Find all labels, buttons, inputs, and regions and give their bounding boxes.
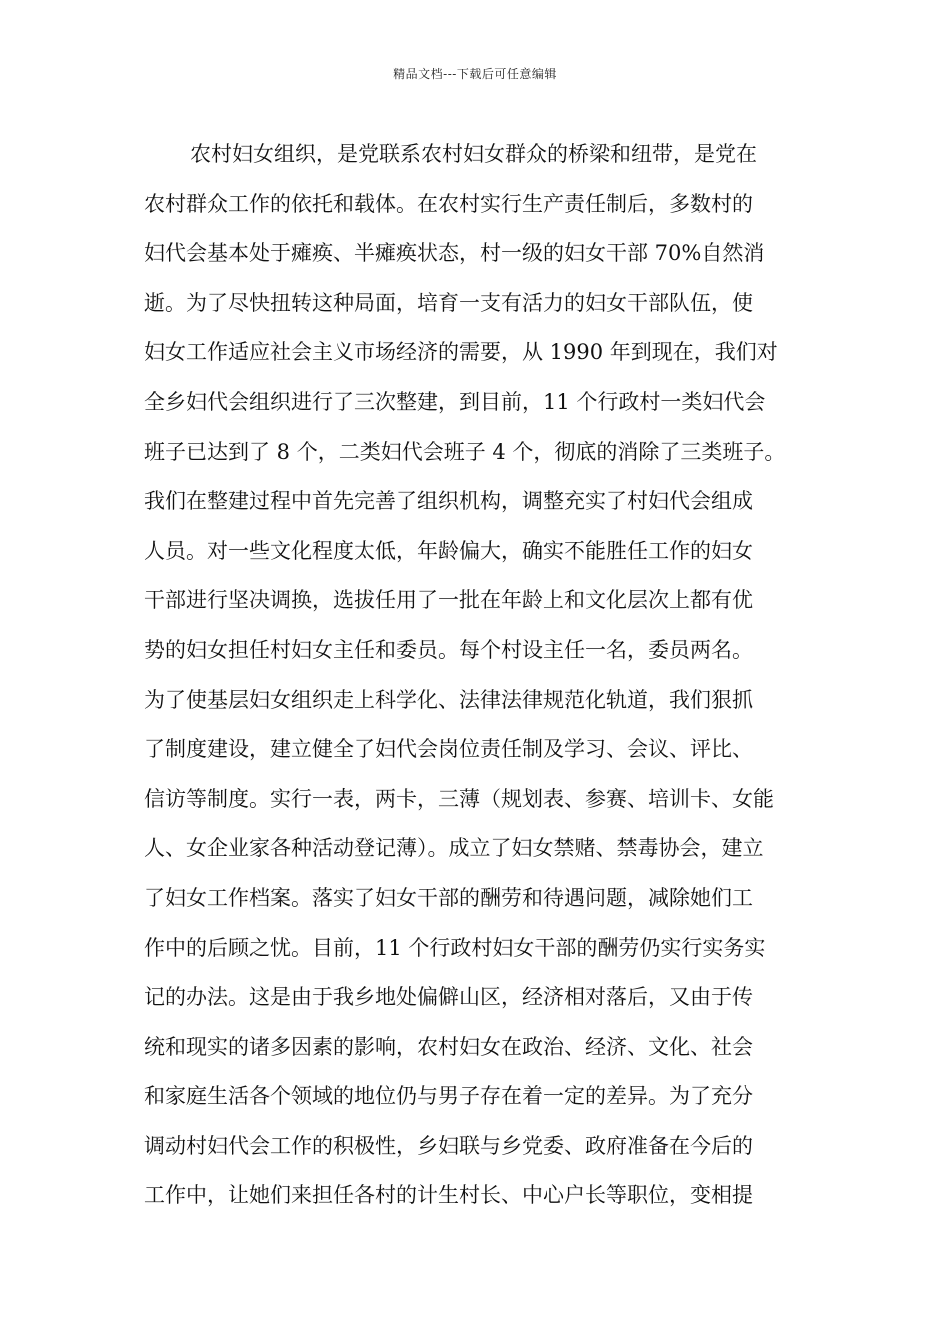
- text-line: 记的办法。这是由于我乡地处偏僻山区，经济相对落后，又由于传: [144, 985, 753, 1010]
- text-line: 调动村妇代会工作的积极性，乡妇联与乡党委、政府准备在今后的: [144, 1133, 753, 1158]
- text-line: 了制度建设，建立健全了妇代会岗位责任制及学习、会议、评比、: [144, 737, 753, 762]
- text-line: 信访等制度。实行一表，两卡，三薄（规划表、参赛、培训卡、女能: [144, 786, 774, 811]
- body-paragraph: [144, 130, 824, 1221]
- text-line: 农村群众工作的依托和载体。在农村实行生产责任制后，多数村的: [144, 191, 753, 216]
- text-line: 我们在整建过程中首先完善了组织机构，调整充实了村妇代会组成: [144, 489, 753, 514]
- text-line: 全乡妇代会组织进行了三次整建，到目前，11 个行政村一类妇代会: [144, 389, 766, 414]
- text-line: 工作中，让她们来担任各村的计生村长、中心户长等职位，变相提: [144, 1183, 753, 1208]
- text-line: 人、女企业家各种活动登记薄）。成立了妇女禁赌、禁毒协会，建立: [144, 836, 764, 861]
- text-line: 农村妇女组织，是党联系农村妇女群众的桥梁和纽带，是党在: [190, 142, 757, 166]
- text-line: 人员。对一些文化程度太低，年龄偏大，确实不能胜任工作的妇女: [144, 538, 753, 563]
- text-line: 为了使基层妇女组织走上科学化、法律法律规范化轨道，我们狠抓: [144, 687, 753, 712]
- text-line: 和家庭生活各个领域的地位仍与男子存在着一定的差异。为了充分: [144, 1084, 753, 1109]
- text-line: 班子已达到了 8 个，二类妇代会班子 4 个，彻底的消除了三类班子。: [144, 439, 786, 464]
- text-line: 妇女工作适应社会主义市场经济的需要，从 1990 年到现在，我们对: [144, 340, 778, 365]
- text-line: 妇代会基本处于瘫痪、半瘫痪状态，村一级的妇女干部 70%自然消: [144, 241, 765, 266]
- text-line: 作中的后顾之忧。目前，11 个行政村妇女干部的酬劳仍实行实务实: [144, 935, 766, 960]
- text-line: 势的妇女担任村妇女主任和委员。每个村设主任一名，委员两名。: [144, 637, 753, 662]
- text-line: 了妇女工作档案。落实了妇女干部的酬劳和待遇问题，减除她们工: [144, 885, 753, 910]
- text-line: 统和现实的诸多因素的影响，农村妇女在政治、经济、文化、社会: [144, 1034, 753, 1059]
- text-line: 逝。为了尽快扭转这种局面，培育一支有活力的妇女干部队伍，使: [144, 290, 753, 315]
- text-line: 干部进行坚决调换，选拔任用了一批在年龄上和文化层次上都有优: [144, 588, 753, 613]
- page-header: 精品文档---下载后可任意编辑: [393, 67, 557, 81]
